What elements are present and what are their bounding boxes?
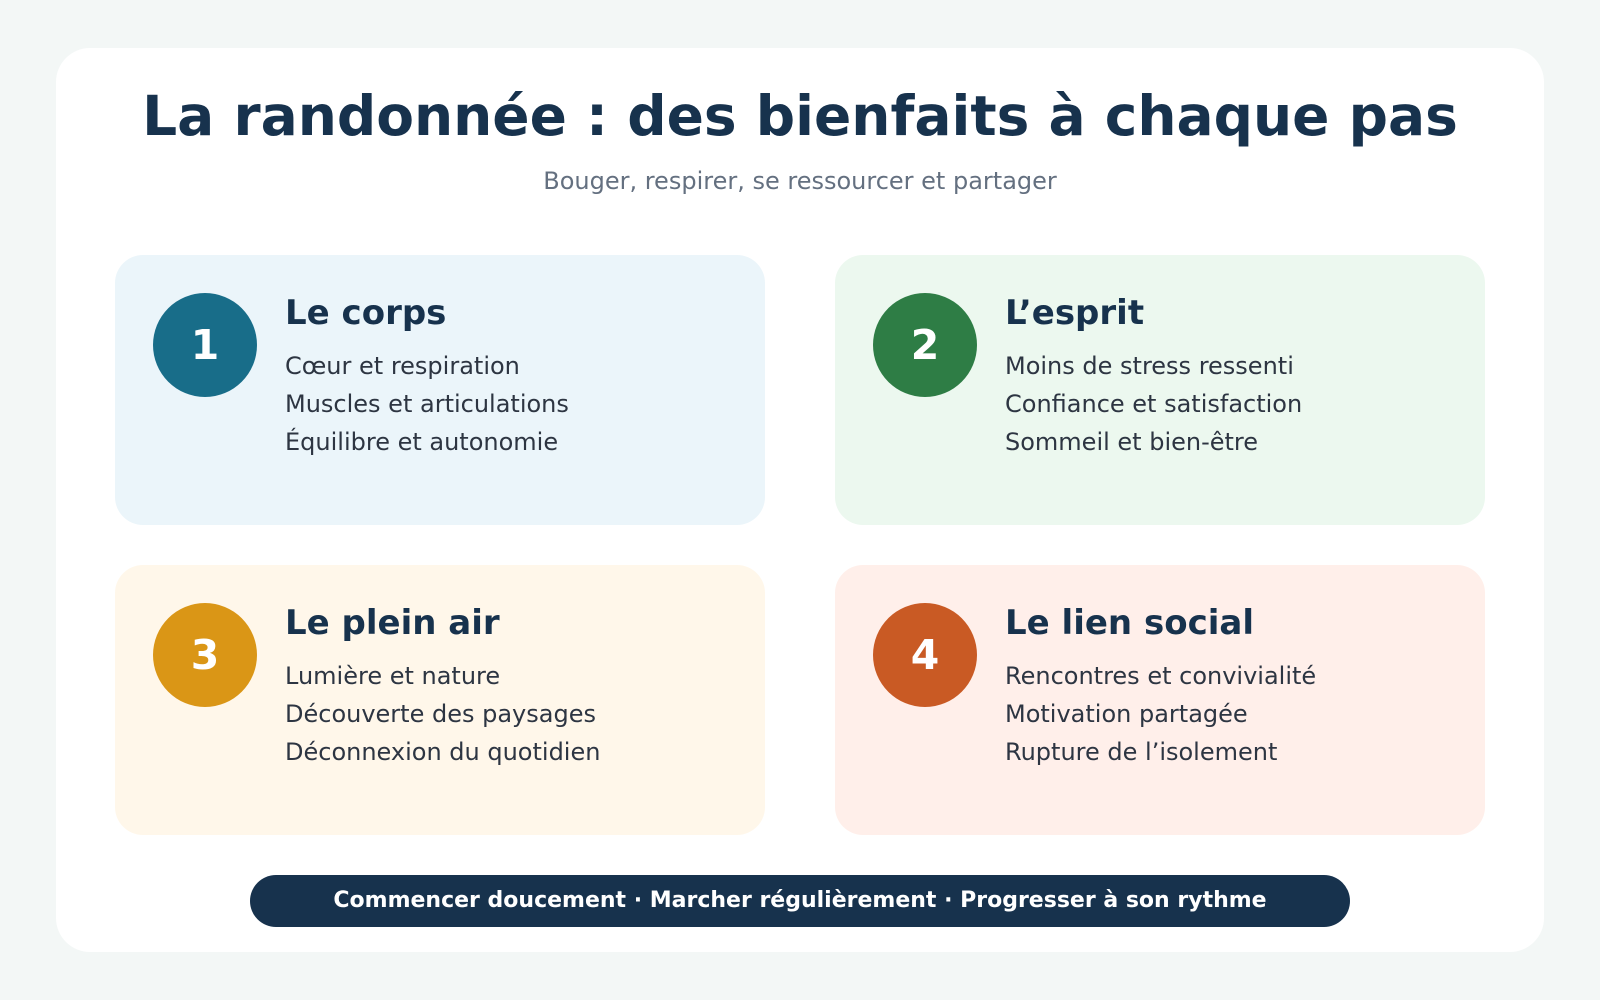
benefit-list xyxy=(285,347,569,461)
benefit-list xyxy=(1005,657,1316,771)
benefit-list xyxy=(285,657,600,771)
card-outdoors xyxy=(115,565,765,835)
list-item: Équilibre et autonomie xyxy=(285,428,559,456)
list-item: Motivation partagée xyxy=(1005,700,1248,728)
list-item: Confiance et satisfaction xyxy=(1005,390,1303,418)
list-item: Déconnexion du quotidien xyxy=(285,738,601,766)
list-item: Muscles et articulations xyxy=(285,390,569,418)
list-item: Cœur et respiration xyxy=(285,352,520,380)
number-badge-3: 3 xyxy=(153,603,257,707)
footer-banner: Commencer doucement · Marcher régulièrement · Progresser à son rythme xyxy=(250,875,1350,927)
list-item: Rencontres et convivialité xyxy=(1005,662,1317,690)
page-title: La randonnée : des bienfaits à chaque pas xyxy=(142,84,1458,148)
number-badge-1: 1 xyxy=(153,293,257,397)
list-item: Découverte des paysages xyxy=(285,700,596,728)
card-title: Le plein air xyxy=(285,603,500,643)
benefit-list xyxy=(1005,347,1302,461)
number-badge-2: 2 xyxy=(873,293,977,397)
card-title: L’esprit xyxy=(1005,293,1145,333)
card-social xyxy=(835,565,1485,835)
card-mind xyxy=(835,255,1485,525)
list-item: Sommeil et bien-être xyxy=(1005,428,1259,456)
card-body xyxy=(115,255,765,525)
card-title: Le lien social xyxy=(1005,603,1254,643)
list-item: Moins de stress ressenti xyxy=(1005,352,1294,380)
number-badge-4: 4 xyxy=(873,603,977,707)
page-subtitle: Bouger, respirer, se ressourcer et partager xyxy=(543,167,1057,195)
list-item: Lumière et nature xyxy=(285,662,501,690)
list-item: Rupture de l’isolement xyxy=(1005,738,1278,766)
card-title: Le corps xyxy=(285,293,447,333)
